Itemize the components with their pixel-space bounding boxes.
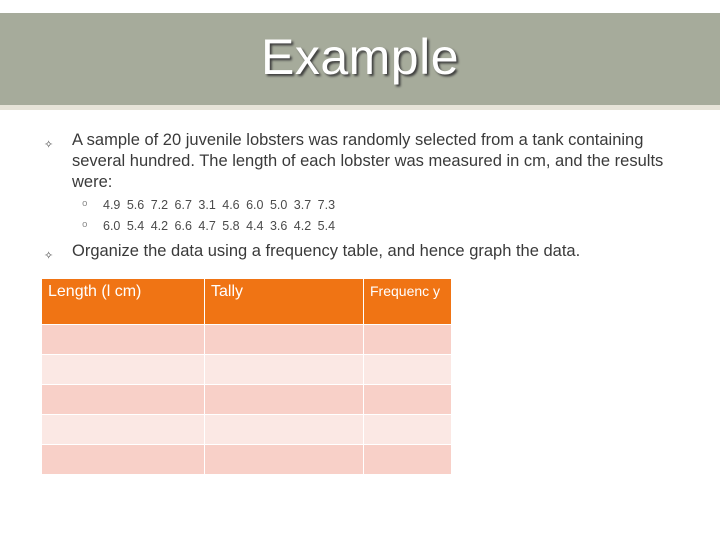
table-cell bbox=[42, 355, 205, 385]
table-cell bbox=[364, 355, 452, 385]
table-cell bbox=[205, 325, 364, 355]
table-cell bbox=[364, 415, 452, 445]
bullet-icon: ✧ bbox=[44, 138, 54, 151]
table-cell bbox=[205, 445, 364, 475]
table-cell bbox=[205, 355, 364, 385]
title-divider bbox=[0, 105, 720, 110]
sub-item-data-row-2 bbox=[82, 219, 335, 233]
table-cell bbox=[42, 385, 205, 415]
bullet-item-instruction bbox=[44, 241, 684, 262]
table-cell bbox=[205, 385, 364, 415]
slide-title: Example bbox=[260, 29, 460, 85]
table-header-row bbox=[42, 279, 452, 325]
table-cell bbox=[364, 445, 452, 475]
sub-bullet-icon: o bbox=[82, 199, 88, 209]
table-row bbox=[42, 445, 452, 475]
table-cell bbox=[205, 415, 364, 445]
table-row bbox=[42, 415, 452, 445]
sub-item-text: 4.9 5.6 7.2 6.7 3.1 4.6 6.0 5.0 3.7 7.3 bbox=[103, 198, 336, 212]
table-cell bbox=[364, 385, 452, 415]
table-cell bbox=[42, 445, 205, 475]
header-length: Length (l cm) bbox=[42, 279, 205, 325]
frequency-table bbox=[41, 278, 452, 475]
sub-item-text: 6.0 5.4 4.2 6.6 4.7 5.8 4.4 3.6 4.2 5.4 bbox=[103, 219, 336, 233]
table-cell bbox=[42, 415, 205, 445]
table-cell bbox=[364, 325, 452, 355]
table-row bbox=[42, 325, 452, 355]
title-band bbox=[0, 13, 720, 105]
sub-bullet-icon: o bbox=[82, 220, 88, 230]
bullet-icon: ✧ bbox=[44, 249, 54, 262]
bullet-text: Organize the data using a frequency table, and hence graph the data. bbox=[72, 242, 581, 260]
sub-item-data-row-1 bbox=[82, 198, 335, 212]
table-row bbox=[42, 385, 452, 415]
table-row bbox=[42, 355, 452, 385]
header-frequency: Frequenc y bbox=[364, 279, 452, 325]
bullet-text: A sample of 20 juvenile lobsters was randomly selected from a tank containing several hundred. The length of each lobster was measured in cm, and the results were: bbox=[72, 131, 664, 191]
table-cell bbox=[42, 325, 205, 355]
header-tally: Tally bbox=[205, 279, 364, 325]
bullet-item-sample-description bbox=[44, 130, 684, 193]
